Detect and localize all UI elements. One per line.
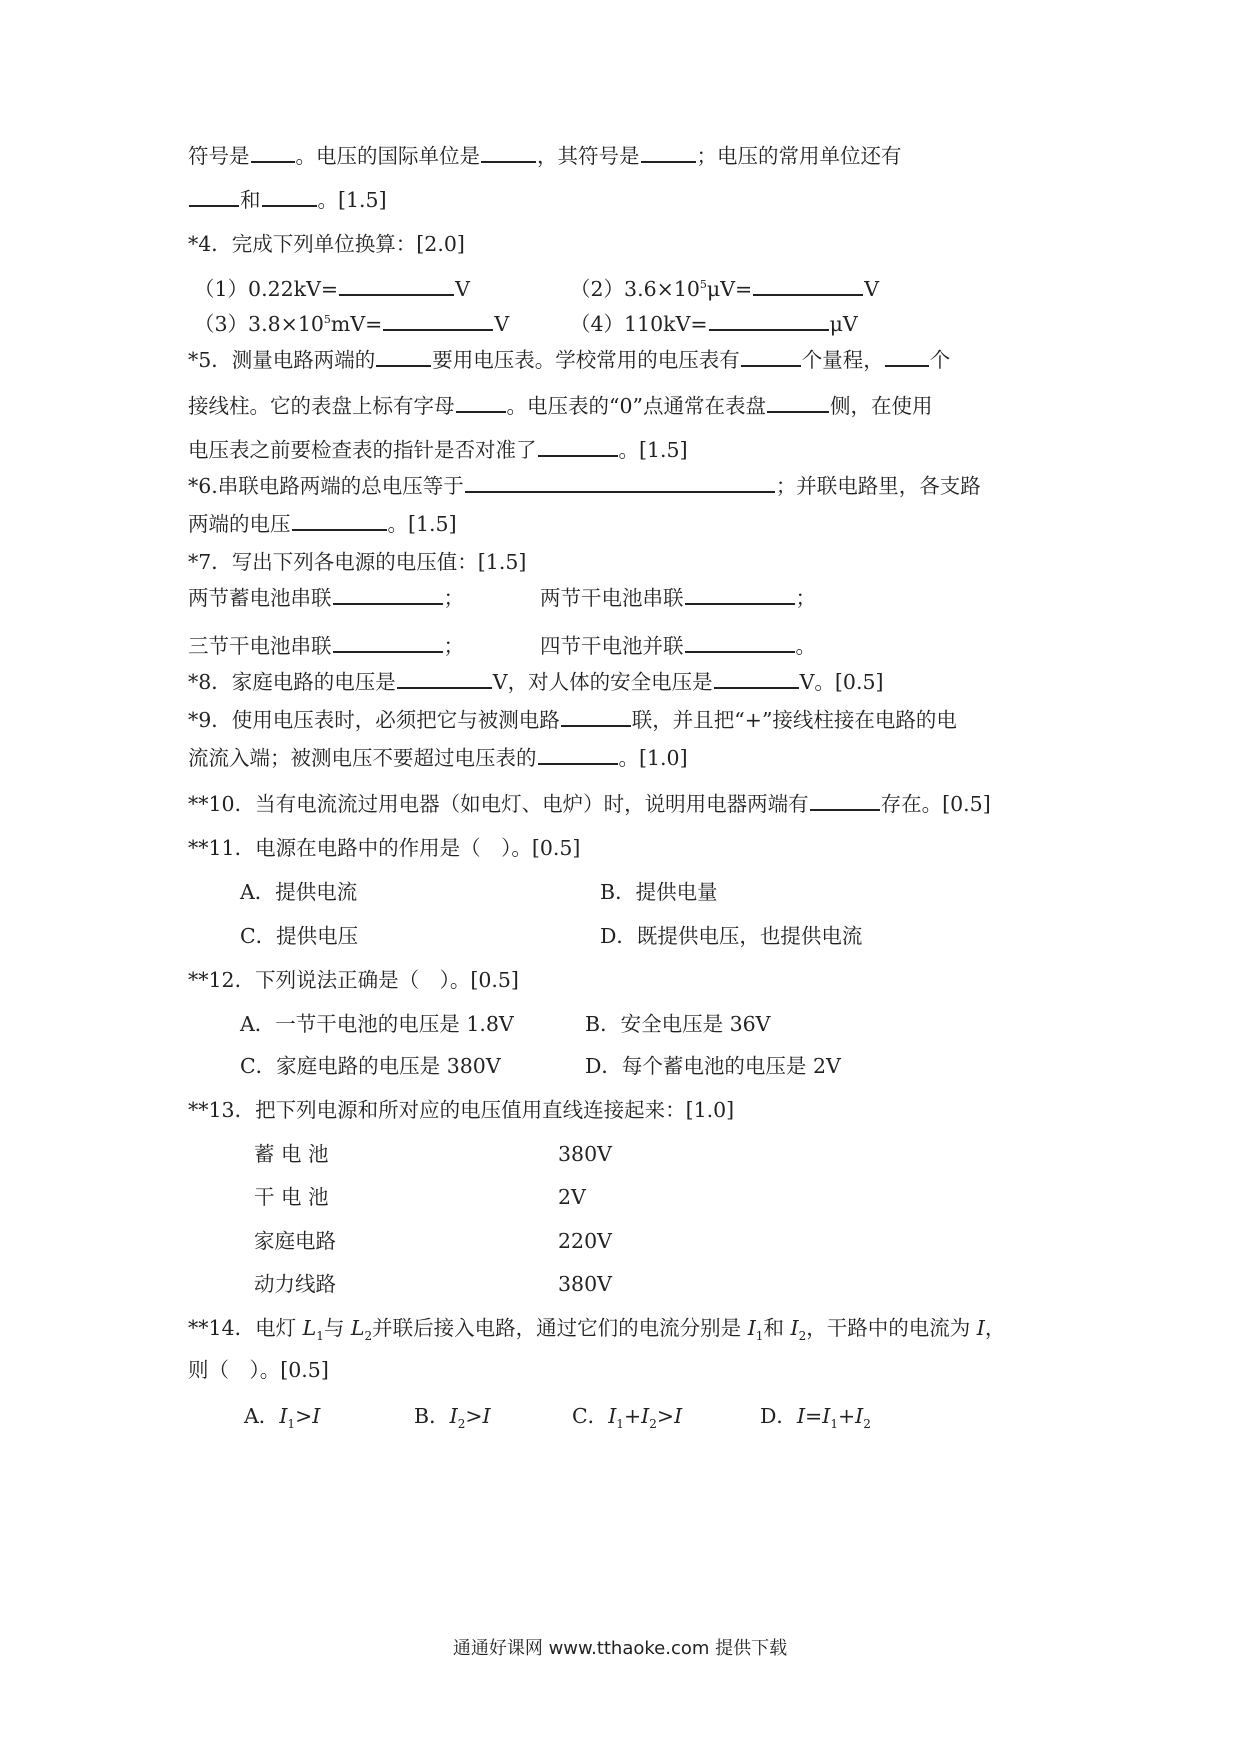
text: 个量程， bbox=[801, 348, 884, 372]
q9-line2 bbox=[188, 744, 688, 772]
symbol-I: I bbox=[855, 1404, 864, 1428]
text: 并联后接入电路，通过它们的电流分别是 bbox=[372, 1316, 748, 1340]
text: ；电压的常用单位还有 bbox=[696, 144, 902, 168]
answer-blank[interactable] bbox=[767, 393, 829, 413]
text: + bbox=[623, 1404, 642, 1428]
text: 。电压的国际单位是 bbox=[295, 144, 480, 168]
answer-blank[interactable] bbox=[561, 707, 631, 727]
text: V bbox=[494, 312, 510, 336]
text: （1）0.22kV= bbox=[194, 277, 339, 301]
subscript: 1 bbox=[755, 1329, 764, 1344]
text: 四节干电池并联 bbox=[540, 634, 684, 658]
symbol-I: I bbox=[747, 1316, 756, 1340]
subscript: 1 bbox=[830, 1417, 838, 1432]
q11-option-a[interactable]: A．提供电流 bbox=[240, 880, 358, 904]
q14-line2: 则（ ）。[0.5] bbox=[188, 1358, 329, 1382]
text: ， bbox=[984, 1316, 1006, 1340]
q14-option-a[interactable] bbox=[244, 1402, 320, 1430]
text: *8．家庭电路的电压是 bbox=[188, 670, 396, 694]
q9-line1 bbox=[188, 706, 957, 734]
text: > bbox=[295, 1404, 313, 1428]
answer-blank[interactable] bbox=[292, 511, 387, 531]
q4-item2 bbox=[570, 275, 879, 303]
text: 电压表之前要检查表的指针是否对准了 bbox=[188, 438, 537, 462]
q3-line2 bbox=[188, 186, 387, 214]
subscript: 2 bbox=[863, 1417, 871, 1432]
text: *9．使用电压表时，必须把它与被测电路 bbox=[188, 708, 560, 732]
answer-blank[interactable] bbox=[456, 393, 506, 413]
q5-line3 bbox=[188, 436, 688, 464]
q12-title: **12．下列说法正确是（ ）。[0.5] bbox=[188, 968, 519, 992]
text: 存在。[0.5] bbox=[880, 792, 991, 816]
q14-option-c[interactable] bbox=[572, 1402, 682, 1430]
subscript: 1 bbox=[316, 1329, 324, 1344]
q14-line1 bbox=[188, 1314, 1005, 1342]
text: *6.串联电路两端的总电压等于 bbox=[188, 474, 464, 498]
symbol-L: L bbox=[350, 1316, 365, 1340]
text: = bbox=[805, 1404, 823, 1428]
answer-blank[interactable] bbox=[538, 437, 618, 457]
q11-option-d[interactable]: D．既提供电压，也提供电流 bbox=[600, 924, 863, 948]
answer-blank[interactable] bbox=[262, 187, 317, 207]
text: 和 bbox=[763, 1316, 791, 1340]
text: D． bbox=[760, 1404, 797, 1428]
page-footer: 通通好课网 www.tthaoke.com 提供下载 bbox=[452, 1638, 788, 1659]
text: 。[1.5] bbox=[317, 188, 387, 212]
text: **10．当有电流流过用电器（如电灯、电炉）时，说明用电器两端有 bbox=[188, 792, 809, 816]
symbol-I: I bbox=[790, 1316, 799, 1340]
text: + bbox=[837, 1404, 856, 1428]
symbol-I: I bbox=[641, 1404, 650, 1428]
text: V。[0.5] bbox=[799, 670, 884, 694]
answer-blank[interactable] bbox=[741, 347, 801, 367]
answer-blank[interactable] bbox=[685, 633, 795, 653]
answer-blank[interactable] bbox=[810, 791, 880, 811]
text: ；并联电路里，各支路 bbox=[775, 474, 981, 498]
q5-line1 bbox=[188, 346, 950, 374]
text: μV= bbox=[706, 277, 753, 301]
answer-blank[interactable] bbox=[465, 473, 775, 493]
q12-option-b[interactable]: B．安全电压是 36V bbox=[585, 1012, 771, 1036]
answer-blank[interactable] bbox=[383, 311, 493, 331]
symbol-I: I bbox=[674, 1404, 683, 1428]
q12-option-a[interactable]: A．一节干电池的电压是 1.8V bbox=[240, 1012, 514, 1036]
text: 与 bbox=[323, 1316, 351, 1340]
symbol-I: I bbox=[449, 1404, 458, 1428]
subscript: 1 bbox=[616, 1417, 624, 1432]
text: 。[1.0] bbox=[618, 746, 688, 770]
text: C． bbox=[572, 1404, 609, 1428]
q11-option-c[interactable]: C．提供电压 bbox=[240, 924, 359, 948]
text: （4）110kV= bbox=[570, 312, 708, 336]
answer-blank[interactable] bbox=[481, 143, 536, 163]
q14-option-d[interactable] bbox=[760, 1402, 871, 1430]
symbol-I: I bbox=[279, 1404, 288, 1428]
q5-line2 bbox=[188, 392, 933, 420]
answer-blank[interactable] bbox=[333, 585, 443, 605]
q4-item3 bbox=[194, 310, 509, 338]
text: 符号是 bbox=[188, 144, 250, 168]
answer-blank[interactable] bbox=[251, 143, 295, 163]
q13-source[interactable]: 干 电 池 bbox=[254, 1185, 329, 1209]
q13-voltage[interactable]: 380V bbox=[558, 1272, 612, 1296]
answer-blank[interactable] bbox=[189, 187, 239, 207]
answer-blank[interactable] bbox=[753, 276, 863, 296]
q4-title: *4．完成下列单位换算：[2.0] bbox=[188, 232, 465, 256]
symbol-I: I bbox=[608, 1404, 617, 1428]
answer-blank[interactable] bbox=[538, 745, 618, 765]
text: 。[1.5] bbox=[387, 512, 457, 536]
q13-source[interactable]: 动力线路 bbox=[254, 1272, 336, 1296]
subscript: 2 bbox=[364, 1329, 373, 1344]
text: ，干路中的电流为 bbox=[806, 1316, 977, 1340]
text: （2）3.6×10 bbox=[570, 277, 700, 301]
q7-title: *7．写出下列各电源的电压值：[1.5] bbox=[188, 550, 527, 574]
exponent: 5 bbox=[699, 278, 707, 292]
text: 。[1.5] bbox=[618, 438, 688, 462]
text: 联，并且把“+”接线柱接在电路的电 bbox=[631, 708, 957, 732]
q14-option-b[interactable] bbox=[414, 1402, 491, 1430]
text: > bbox=[465, 1404, 483, 1428]
q6-line1 bbox=[188, 472, 981, 500]
text: 个 bbox=[929, 348, 951, 372]
q13-voltage[interactable]: 220V bbox=[558, 1229, 612, 1253]
text: 侧，在使用 bbox=[830, 394, 933, 418]
symbol-L: L bbox=[302, 1316, 317, 1340]
answer-blank[interactable] bbox=[333, 633, 443, 653]
q7-row2-left bbox=[188, 632, 464, 660]
q4-item1 bbox=[194, 275, 470, 303]
text: 。电压表的“0”点通常在表盘 bbox=[506, 394, 767, 418]
q13-title: **13．把下列电源和所对应的电压值用直线连接起来：[1.0] bbox=[188, 1098, 735, 1122]
text: μV bbox=[829, 312, 858, 336]
q7-row1-left bbox=[188, 584, 464, 612]
subscript: 2 bbox=[457, 1417, 466, 1432]
q7-row2-right bbox=[540, 632, 816, 660]
text: 两节干电池串联 bbox=[540, 586, 684, 610]
q13-voltage[interactable]: 380V bbox=[558, 1142, 612, 1166]
text: **14．电灯 bbox=[188, 1316, 303, 1340]
text: 两端的电压 bbox=[188, 512, 291, 536]
symbol-I: I bbox=[822, 1404, 831, 1428]
q12-option-d[interactable]: D．每个蓄电池的电压是 2V bbox=[585, 1054, 841, 1078]
text: V，对人体的安全电压是 bbox=[492, 670, 713, 694]
q11-option-b[interactable]: B．提供电量 bbox=[600, 880, 718, 904]
text: 接线柱。它的表盘上标有字母 bbox=[188, 394, 455, 418]
q8-line bbox=[188, 668, 884, 696]
text: 流流入端；被测电压不要超过电压表的 bbox=[188, 746, 537, 770]
text: B． bbox=[414, 1404, 450, 1428]
symbol-I: I bbox=[796, 1404, 806, 1428]
text: （3）3.8×10 bbox=[194, 312, 324, 336]
text: 两节蓄电池串联 bbox=[188, 586, 332, 610]
text: ； bbox=[443, 586, 464, 610]
text: 和 bbox=[240, 188, 261, 212]
text: mV= bbox=[330, 312, 383, 336]
symbol-I: I bbox=[312, 1404, 321, 1428]
q11-title: **11．电源在电路中的作用是（ ）。[0.5] bbox=[188, 836, 581, 860]
text: ； bbox=[795, 586, 816, 610]
text: 。 bbox=[795, 634, 816, 658]
exponent: 5 bbox=[323, 313, 331, 327]
symbol-I: I bbox=[482, 1404, 491, 1428]
subscript: 1 bbox=[287, 1417, 296, 1432]
answer-blank[interactable] bbox=[397, 669, 492, 689]
text: 要用电压表。学校常用的电压表有 bbox=[432, 348, 740, 372]
answer-blank[interactable] bbox=[685, 585, 795, 605]
text: ，其符号是 bbox=[537, 144, 640, 168]
answer-blank[interactable] bbox=[714, 669, 799, 689]
q7-row1-right bbox=[540, 584, 816, 612]
q13-source[interactable]: 家庭电路 bbox=[254, 1229, 336, 1253]
symbol-I: I bbox=[976, 1316, 985, 1340]
text: ； bbox=[443, 634, 464, 658]
answer-blank[interactable] bbox=[709, 311, 829, 331]
answer-blank[interactable] bbox=[885, 347, 929, 367]
text: 三节干电池串联 bbox=[188, 634, 332, 658]
subscript: 2 bbox=[798, 1329, 807, 1344]
q10-line bbox=[188, 790, 991, 818]
answer-blank[interactable] bbox=[641, 143, 696, 163]
text: A． bbox=[244, 1404, 280, 1428]
q13-source[interactable]: 蓄 电 池 bbox=[254, 1142, 329, 1166]
q3-line1 bbox=[188, 142, 902, 170]
text: > bbox=[656, 1404, 675, 1428]
text: V bbox=[864, 277, 880, 301]
q6-line2 bbox=[188, 510, 457, 538]
text: V bbox=[455, 277, 470, 301]
answer-blank[interactable] bbox=[376, 347, 431, 367]
q4-item4 bbox=[570, 310, 858, 338]
q12-option-c[interactable]: C．家庭电路的电压是 380V bbox=[240, 1054, 501, 1078]
answer-blank[interactable] bbox=[339, 276, 454, 296]
q13-voltage[interactable]: 2V bbox=[558, 1185, 586, 1209]
text: *5．测量电路两端的 bbox=[188, 348, 376, 372]
subscript: 2 bbox=[649, 1417, 657, 1432]
